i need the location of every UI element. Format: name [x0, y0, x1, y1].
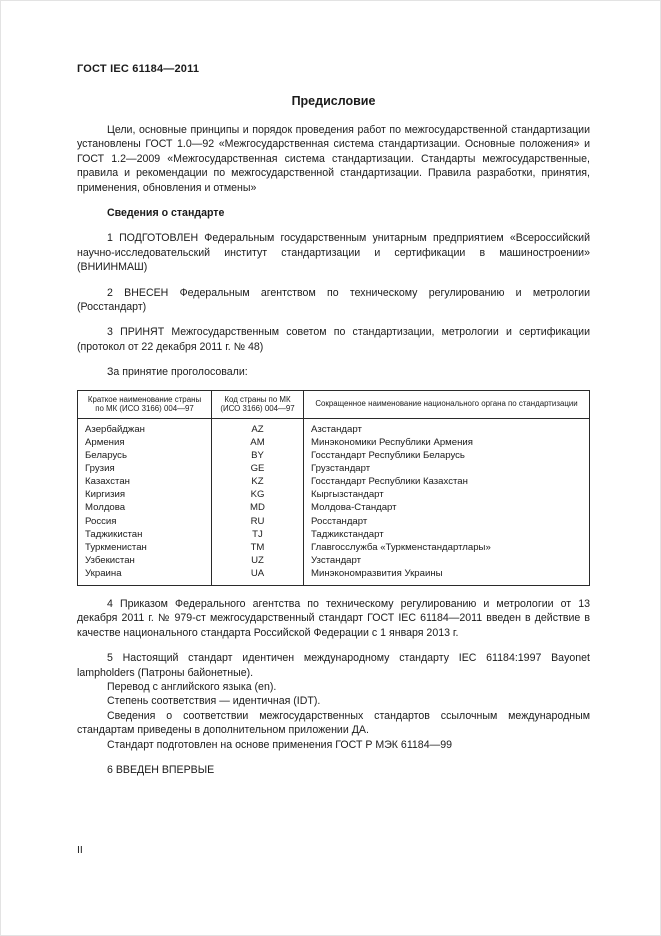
country-name-cell: Грузия: [78, 462, 212, 475]
country-name-cell: Таджикистан: [78, 528, 212, 541]
vote-table-row: [78, 449, 590, 462]
org-name-cell: Госстандарт Республики Казахстан: [304, 475, 590, 488]
country-name-cell: Узбекистан: [78, 554, 212, 567]
org-name-cell: Росстандарт: [304, 515, 590, 528]
page-title: Предисловие: [291, 94, 376, 108]
org-name-cell: Главгосслужба «Туркменстандартлары»: [304, 541, 590, 554]
country-code-cell: BY: [212, 449, 304, 462]
item-3: 3 ПРИНЯТ Межгосударственным советом по стандартизации, метрологии и сертификации (протокол от 22 декабря 2011 г. № 48): [77, 326, 590, 353]
vote-table-row: [78, 501, 590, 514]
vote-table-wrap: [77, 390, 590, 586]
org-name-cell: Минэкономики Республики Армения: [304, 436, 590, 449]
country-code-cell: AZ: [212, 418, 304, 436]
country-name-cell: Молдова: [78, 501, 212, 514]
country-code-cell: KZ: [212, 475, 304, 488]
country-name-cell: Армения: [78, 436, 212, 449]
item-5-p2: Перевод с английского языка (en).: [107, 681, 277, 694]
item-6: 6 ВВЕДЕН ВПЕРВЫЕ: [107, 764, 215, 777]
country-name-cell: Казахстан: [78, 475, 212, 488]
org-name-cell: Узстандарт: [304, 554, 590, 567]
country-code-cell: UZ: [212, 554, 304, 567]
vote-table-row: [78, 462, 590, 475]
page-number: II: [77, 844, 83, 856]
vote-table-row: [78, 515, 590, 528]
org-name-cell: Кыргызстандарт: [304, 488, 590, 501]
vote-table: [77, 390, 590, 586]
item-5-p5: Стандарт подготовлен на основе применения ГОСТ Р МЭК 61184—99: [107, 738, 452, 751]
col-header-code: Код страны по МК (ИСО 3166) 004—97: [212, 390, 304, 418]
country-code-cell: UA: [212, 567, 304, 586]
vote-line: За принятие проголосовали:: [107, 366, 248, 379]
item-4: 4 Приказом Федерального агентства по техническому регулированию и метрологии от 13 декабря 2011 г. № 979-ст межгосударственный стандарт ГОСТ IEC 61184—2011 введен в действие в качестве национального стандарта Российской Федерации с 1 января 2013 г.: [77, 598, 590, 639]
country-name-cell: Азербайджан: [78, 418, 212, 436]
vote-table-row: [78, 567, 590, 586]
item-2: 2 ВНЕСЕН Федеральным агентством по техническому регулированию и метрологии (Росстандарт): [77, 286, 590, 314]
vote-table-row: [78, 541, 590, 554]
vote-table-row: [78, 436, 590, 449]
vote-table-row: [78, 528, 590, 541]
country-name-cell: Киргизия: [78, 488, 212, 501]
item-5-p4: Сведения о соответствии межгосударственных стандартов ссылочным международным стандартам приведены в дополнительном приложении ДА.: [77, 709, 590, 737]
vote-table-header-row: [78, 390, 590, 418]
org-name-cell: Таджикстандарт: [304, 528, 590, 541]
vote-table-row: [78, 488, 590, 501]
item-5-p3: Степень соответствия — идентичная (IDT).: [107, 695, 321, 708]
country-code-cell: GE: [212, 462, 304, 475]
country-code-cell: RU: [212, 515, 304, 528]
country-name-cell: Беларусь: [78, 449, 212, 462]
country-name-cell: Туркменистан: [78, 541, 212, 554]
country-name-cell: Россия: [78, 515, 212, 528]
item-1: 1 ПОДГОТОВЛЕН Федеральным государственным унитарным предприятием «Всероссийский научно-исследовательский институт стандартизации и сертификации в машиностроении» (ВНИИНМАШ): [77, 232, 590, 274]
vote-table-row: [78, 475, 590, 488]
country-code-cell: AM: [212, 436, 304, 449]
org-name-cell: Азстандарт: [304, 418, 590, 436]
doc-number: ГОСТ IEC 61184—2011: [77, 63, 200, 75]
col-header-org: Сокращенное наименование национального органа по стандартизации: [304, 390, 590, 418]
item-5-p1: 5 Настоящий стандарт идентичен международному стандарту IEC 61184:1997 Bayonet lampholders (Патроны байонетные).: [77, 652, 590, 679]
org-name-cell: Молдова-Стандарт: [304, 501, 590, 514]
org-name-cell: Грузстандарт: [304, 462, 590, 475]
country-name-cell: Украина: [78, 567, 212, 586]
intro-paragraph: Цели, основные принципы и порядок проведения работ по межгосударственной стандартизации установлены ГОСТ 1.0—92 «Межгосударственная система стандартизации. Основные положения» и ГОСТ 1.2—2009 «Межгосударственная система стандартизации. Стандарты межгосударственные, правила и рекомендации по межгосударственной стандартизации. Правила разработки, принятия, применения, обновления и отмены»: [77, 124, 590, 194]
country-code-cell: KG: [212, 488, 304, 501]
country-code-cell: MD: [212, 501, 304, 514]
org-name-cell: Минэкономразвития Украины: [304, 567, 590, 586]
section-heading: Сведения о стандарте: [107, 207, 225, 220]
country-code-cell: TM: [212, 541, 304, 554]
vote-table-body: [78, 418, 590, 585]
vote-table-head: [78, 390, 590, 418]
vote-table-row: [78, 554, 590, 567]
country-code-cell: TJ: [212, 528, 304, 541]
col-header-country: Краткое наименование страны по МК (ИСО 3166) 004—97: [78, 390, 212, 418]
foreword-body: [77, 123, 590, 777]
org-name-cell: Госстандарт Республики Беларусь: [304, 449, 590, 462]
vote-table-row: [78, 418, 590, 436]
